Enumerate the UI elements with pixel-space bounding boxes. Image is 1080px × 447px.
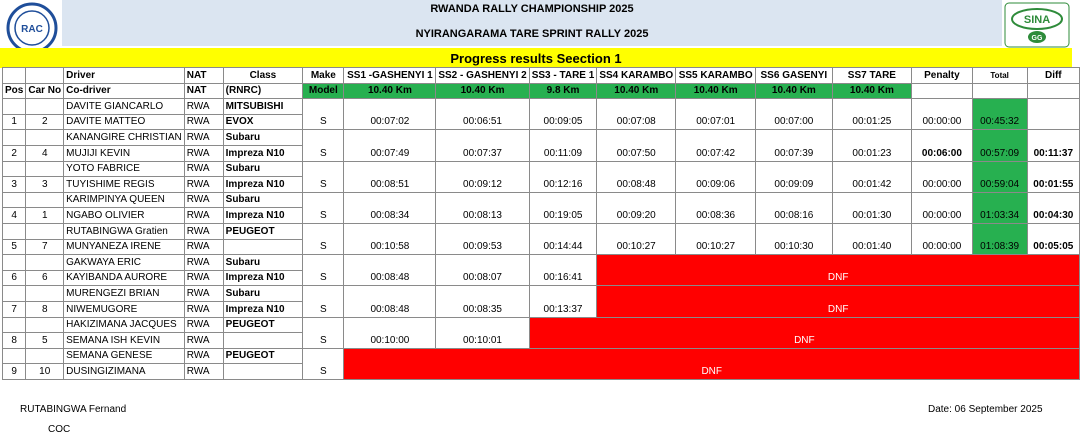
table-cell: [26, 161, 64, 177]
svg-text:GG: GG: [1031, 35, 1043, 42]
stage-time: 00:10:27: [597, 223, 676, 254]
driver-nat: RWA: [184, 255, 223, 271]
nat-header: NAT: [184, 83, 223, 99]
total-time: 00:57:09: [972, 130, 1027, 161]
stage-time: 00:07:02: [344, 99, 436, 130]
stage-time: 00:08:16: [756, 192, 833, 223]
stage-header: SS7 TARE: [832, 68, 912, 84]
driver-name: GAKWAYA ERIC: [64, 255, 185, 271]
stage-time: 00:01:42: [832, 161, 912, 192]
report-date: Date: 06 September 2025: [928, 404, 1043, 415]
table-cell: [26, 130, 64, 146]
table-row: [3, 317, 1080, 333]
stage-time: 00:09:20: [597, 192, 676, 223]
table-row: [3, 161, 1080, 177]
stage-time: 00:16:41: [529, 255, 597, 286]
stage-time: 00:01:23: [832, 130, 912, 161]
diff-value: [1027, 99, 1079, 130]
stage-time: 00:13:37: [529, 286, 597, 317]
diff-header: Diff: [1027, 68, 1079, 84]
co-driver-nat: RWA: [184, 333, 223, 349]
co-driver-name: NIWEMUGORE: [64, 301, 185, 317]
stage-distance: 9.8 Km: [529, 83, 597, 99]
stage-time: 00:06:51: [436, 99, 529, 130]
total-time: 00:45:32: [972, 99, 1027, 130]
table-cell: [26, 192, 64, 208]
driver-name: RUTABINGWA Gratien: [64, 223, 185, 239]
car-number: 7: [26, 239, 64, 255]
penalty-value: 00:00:00: [912, 192, 973, 223]
header-row-2: [3, 83, 1080, 99]
driver-header: Driver: [64, 68, 185, 84]
rac-logo: [6, 2, 58, 54]
dnf-marker: DNF: [597, 286, 1080, 317]
position: 1: [3, 114, 26, 130]
vehicle-make: Subaru: [223, 255, 303, 271]
stage-distance: 10.40 Km: [344, 83, 436, 99]
stage-time: 00:07:08: [597, 99, 676, 130]
table-row: [3, 192, 1080, 208]
class-value: S: [303, 130, 344, 161]
header-row-1: [3, 68, 1080, 84]
table-cell: [26, 223, 64, 239]
vehicle-make: Subaru: [223, 286, 303, 302]
car-number: 4: [26, 145, 64, 161]
car-number: 3: [26, 177, 64, 193]
nat-header: NAT: [184, 68, 223, 84]
vehicle-make: Subaru: [223, 161, 303, 177]
table-cell: [26, 317, 64, 333]
co-driver-name: DUSINGIZIMANA: [64, 364, 185, 380]
table-row: [3, 348, 1080, 364]
stage-time: 00:10:00: [344, 317, 436, 348]
table-cell: [3, 223, 26, 239]
penalty-value: 00:00:00: [912, 223, 973, 254]
position: 4: [3, 208, 26, 224]
penalty-value: 00:06:00: [912, 130, 973, 161]
model-header: Model: [303, 83, 344, 99]
vehicle-model: [223, 239, 303, 255]
total-time: 01:08:39: [972, 223, 1027, 254]
driver-name: DAVITE GIANCARLO: [64, 99, 185, 115]
driver-nat: RWA: [184, 99, 223, 115]
car-number: 10: [26, 364, 64, 380]
table-cell: [3, 192, 26, 208]
vehicle-model: Impreza N10: [223, 270, 303, 286]
driver-nat: RWA: [184, 286, 223, 302]
vehicle-make: PEUGEOT: [223, 348, 303, 364]
table-cell: [3, 348, 26, 364]
vehicle-make: MITSUBISHI: [223, 99, 303, 115]
table-cell: [3, 99, 26, 115]
stage-time: 00:10:01: [436, 317, 529, 348]
diff-value: 00:11:37: [1027, 130, 1079, 161]
stage-time: 00:09:12: [436, 161, 529, 192]
stage-time: 00:19:05: [529, 192, 597, 223]
table-cell: [3, 161, 26, 177]
vehicle-make: Subaru: [223, 130, 303, 146]
co-driver-nat: RWA: [184, 364, 223, 380]
stage-time: 00:07:39: [756, 130, 833, 161]
diff-value: 00:01:55: [1027, 161, 1079, 192]
co-driver-name: KAYIBANDA AURORE: [64, 270, 185, 286]
penalty-value: 00:00:00: [912, 161, 973, 192]
table-cell: [3, 130, 26, 146]
dnf-marker: DNF: [597, 255, 1080, 286]
table-cell: [26, 348, 64, 364]
co-driver-nat: RWA: [184, 145, 223, 161]
driver-name: HAKIZIMANA JACQUES: [64, 317, 185, 333]
stage-time: 00:07:50: [597, 130, 676, 161]
table-row: [3, 223, 1080, 239]
results-table: [2, 67, 1080, 380]
co-driver-nat: RWA: [184, 114, 223, 130]
vehicle-model: EVOX: [223, 114, 303, 130]
stage-distance: 10.40 Km: [597, 83, 676, 99]
stage-time: 00:08:07: [436, 255, 529, 286]
dnf-marker: DNF: [344, 348, 1080, 379]
stage-time: 00:14:44: [529, 223, 597, 254]
vehicle-header: Class: [223, 68, 303, 84]
stage-time: 00:08:48: [344, 286, 436, 317]
co-driver-name: MUJIJI KEVIN: [64, 145, 185, 161]
vehicle-model: Impreza N10: [223, 177, 303, 193]
class-sub-header: (RNRC): [223, 83, 303, 99]
vehicle-model: Impreza N10: [223, 145, 303, 161]
car-no-header: Car No: [26, 83, 64, 99]
official-name: RUTABINGWA Fernand: [20, 404, 127, 415]
table-cell: [26, 286, 64, 302]
stage-time: 00:07:37: [436, 130, 529, 161]
table-cell: [3, 286, 26, 302]
position: 5: [3, 239, 26, 255]
official-role: COC: [48, 424, 71, 435]
stage-time: 00:01:25: [832, 99, 912, 130]
table-row: [3, 286, 1080, 302]
stage-time: 00:08:48: [344, 255, 436, 286]
position: 7: [3, 301, 26, 317]
stage-time: 00:09:05: [529, 99, 597, 130]
car-number: 5: [26, 333, 64, 349]
class-value: S: [303, 192, 344, 223]
position: 8: [3, 333, 26, 349]
table-cell: [26, 255, 64, 271]
vehicle-make: PEUGEOT: [223, 223, 303, 239]
table-cell: [3, 255, 26, 271]
stage-distance: 10.40 Km: [756, 83, 833, 99]
stage-time: 00:08:36: [676, 192, 756, 223]
penalty-value: 00:00:00: [912, 99, 973, 130]
stage-time: 00:08:13: [436, 192, 529, 223]
car-number: 2: [26, 114, 64, 130]
driver-name: KANANGIRE CHRISTIAN: [64, 130, 185, 146]
stage-time: 00:08:48: [597, 161, 676, 192]
driver-nat: RWA: [184, 223, 223, 239]
co-driver-name: NGABO OLIVIER: [64, 208, 185, 224]
stage-time: 00:07:49: [344, 130, 436, 161]
co-driver-name: MUNYANEZA IRENE: [64, 239, 185, 255]
class-value: S: [303, 223, 344, 254]
class-value: S: [303, 99, 344, 130]
co-driver-header: Co-driver: [64, 83, 185, 99]
sina-logo: [1004, 2, 1070, 48]
stage-time: 00:10:27: [676, 223, 756, 254]
stage-time: 00:07:01: [676, 99, 756, 130]
diff-value: 00:05:05: [1027, 223, 1079, 254]
position: 9: [3, 364, 26, 380]
stage-header: SS4 KARAMBO: [597, 68, 676, 84]
stage-time: 00:10:30: [756, 223, 833, 254]
stage-time: 00:10:58: [344, 223, 436, 254]
co-driver-nat: RWA: [184, 177, 223, 193]
vehicle-make: PEUGEOT: [223, 317, 303, 333]
vehicle-make: Subaru: [223, 192, 303, 208]
table-row: [3, 99, 1080, 115]
total-time: 01:03:34: [972, 192, 1027, 223]
driver-nat: RWA: [184, 130, 223, 146]
table-row: [3, 255, 1080, 271]
co-driver-nat: RWA: [184, 239, 223, 255]
stage-time: 00:09:09: [756, 161, 833, 192]
class-value: S: [303, 286, 344, 317]
stage-time: 00:09:53: [436, 223, 529, 254]
championship-title: RWANDA RALLY CHAMPIONSHIP 2025: [62, 0, 1002, 18]
co-driver-nat: RWA: [184, 270, 223, 286]
stage-header: SS3 - TARE 1: [529, 68, 597, 84]
stage-header: SS5 KARAMBO: [676, 68, 756, 84]
stage-distance: 10.40 Km: [832, 83, 912, 99]
driver-name: YOTO FABRICE: [64, 161, 185, 177]
vehicle-model: Impreza N10: [223, 301, 303, 317]
table-cell: [26, 99, 64, 115]
co-driver-name: TUYISHIME REGIS: [64, 177, 185, 193]
stage-time: 00:07:00: [756, 99, 833, 130]
total-time: 00:59:04: [972, 161, 1027, 192]
penalty-header: Penalty: [912, 68, 973, 84]
stage-distance: 10.40 Km: [676, 83, 756, 99]
driver-name: MURENGEZI BRIAN: [64, 286, 185, 302]
pos-header: Pos: [3, 83, 26, 99]
total-header: Total: [972, 68, 1027, 84]
co-driver-name: SEMANA ISH KEVIN: [64, 333, 185, 349]
stage-time: 00:11:09: [529, 130, 597, 161]
position: 6: [3, 270, 26, 286]
driver-name: KARIMPINYA QUEEN: [64, 192, 185, 208]
vehicle-model: [223, 364, 303, 380]
diff-value: 00:04:30: [1027, 192, 1079, 223]
dnf-marker: DNF: [529, 317, 1079, 348]
stage-header: SS1 -GASHENYI 1: [344, 68, 436, 84]
stage-time: 00:12:16: [529, 161, 597, 192]
table-cell: [3, 317, 26, 333]
table-row: [3, 130, 1080, 146]
stage-time: 00:07:42: [676, 130, 756, 161]
stage-time: 00:09:06: [676, 161, 756, 192]
vehicle-model: [223, 333, 303, 349]
class-value: S: [303, 348, 344, 379]
class-value: S: [303, 161, 344, 192]
position: 2: [3, 145, 26, 161]
driver-nat: RWA: [184, 161, 223, 177]
class-value: S: [303, 317, 344, 348]
co-driver-nat: RWA: [184, 301, 223, 317]
stage-time: 00:08:34: [344, 192, 436, 223]
stage-time: 00:01:40: [832, 223, 912, 254]
co-driver-nat: RWA: [184, 208, 223, 224]
svg-text:SINA: SINA: [1023, 14, 1051, 26]
section-title: Progress results Seection 1: [0, 48, 1072, 68]
stage-header: SS2 - GASHENYI 2: [436, 68, 529, 84]
stage-time: 00:01:30: [832, 192, 912, 223]
stage-time: 00:08:51: [344, 161, 436, 192]
driver-nat: RWA: [184, 317, 223, 333]
stage-distance: 10.40 Km: [436, 83, 529, 99]
make-header: Make: [303, 68, 344, 84]
class-value: S: [303, 255, 344, 286]
svg-text:RAC: RAC: [21, 24, 43, 35]
driver-name: SEMANA GENESE: [64, 348, 185, 364]
vehicle-model: Impreza N10: [223, 208, 303, 224]
position: 3: [3, 177, 26, 193]
driver-nat: RWA: [184, 348, 223, 364]
stage-header: SS6 GASENYI: [756, 68, 833, 84]
event-title: NYIRANGARAMA TARE SPRINT RALLY 2025: [62, 18, 1002, 46]
stage-time: 00:08:35: [436, 286, 529, 317]
car-number: 8: [26, 301, 64, 317]
driver-nat: RWA: [184, 192, 223, 208]
car-number: 6: [26, 270, 64, 286]
car-number: 1: [26, 208, 64, 224]
co-driver-name: DAVITE MATTEO: [64, 114, 185, 130]
